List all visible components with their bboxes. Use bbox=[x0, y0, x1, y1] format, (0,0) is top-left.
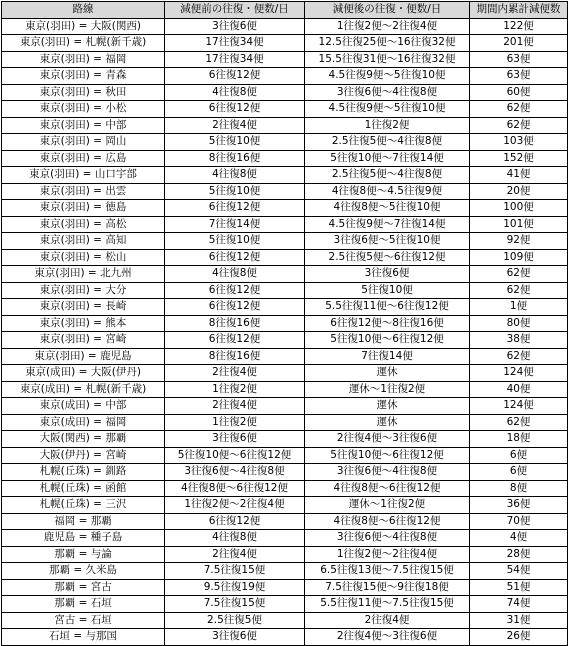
total-reduced-cell: 20便 bbox=[470, 183, 568, 200]
total-reduced-cell: 92便 bbox=[470, 233, 568, 250]
before-cell: 8往復16便 bbox=[165, 150, 305, 167]
after-cell: 3往復6便～4往復8便 bbox=[305, 84, 470, 101]
route-cell: 東京(羽田) = 岡山 bbox=[2, 134, 165, 151]
before-cell: 8往復16便 bbox=[165, 348, 305, 365]
table-row bbox=[2, 282, 568, 299]
before-cell: 3往復6便 bbox=[165, 431, 305, 448]
total-reduced-cell: 6便 bbox=[470, 447, 568, 464]
after-cell: 2.5往復5便～6往復12便 bbox=[305, 249, 470, 266]
table-row bbox=[2, 200, 568, 217]
after-cell: 運休 bbox=[305, 398, 470, 415]
before-cell: 3往復6便 bbox=[165, 629, 305, 646]
total-reduced-cell: 62便 bbox=[470, 348, 568, 365]
after-cell: 3往復6便～4往復8便 bbox=[305, 464, 470, 481]
before-cell: 1往復2便～2往復4便 bbox=[165, 497, 305, 514]
table-row bbox=[2, 398, 568, 415]
total-reduced-cell: 101便 bbox=[470, 216, 568, 233]
before-cell: 3往復6便～4往復8便 bbox=[165, 464, 305, 481]
before-cell: 17往復34便 bbox=[165, 51, 305, 68]
table-row bbox=[2, 629, 568, 646]
after-cell: 4.5往復9便～7往復14便 bbox=[305, 216, 470, 233]
total-reduced-cell: 124便 bbox=[470, 398, 568, 415]
after-cell: 12.5往復25便～16往復32便 bbox=[305, 35, 470, 52]
total-reduced-cell: 70便 bbox=[470, 513, 568, 530]
table-row bbox=[2, 579, 568, 596]
after-cell: 4往復8便～5往復10便 bbox=[305, 200, 470, 217]
table-row bbox=[2, 332, 568, 349]
after-cell: 5往復10便 bbox=[305, 282, 470, 299]
before-cell: 6往復12便 bbox=[165, 68, 305, 85]
after-cell: 運休 bbox=[305, 365, 470, 382]
table-row bbox=[2, 216, 568, 233]
route-reduction-table-container bbox=[1, 1, 567, 646]
route-cell: 東京(成田) = 福岡 bbox=[2, 414, 165, 431]
table-row bbox=[2, 596, 568, 613]
total-reduced-cell: 122便 bbox=[470, 18, 568, 35]
after-cell: 5往復10便～7往復14便 bbox=[305, 150, 470, 167]
route-cell: 東京(羽田) = 宮崎 bbox=[2, 332, 165, 349]
table-row bbox=[2, 381, 568, 398]
route-cell: 東京(羽田) = 青森 bbox=[2, 68, 165, 85]
table-row bbox=[2, 299, 568, 316]
before-cell: 1往復2便 bbox=[165, 381, 305, 398]
table-row bbox=[2, 480, 568, 497]
route-cell: 那覇 = 宮古 bbox=[2, 579, 165, 596]
total-reduced-cell: 100便 bbox=[470, 200, 568, 217]
after-cell: 7.5往復15便～9往復18便 bbox=[305, 579, 470, 596]
total-reduced-cell: 1便 bbox=[470, 299, 568, 316]
total-reduced-cell: 62便 bbox=[470, 282, 568, 299]
after-cell: 運休～1往復2便 bbox=[305, 497, 470, 514]
table-row bbox=[2, 84, 568, 101]
header-before: 減便前の往復・便数/日 bbox=[165, 2, 305, 19]
route-cell: 東京(羽田) = 熊本 bbox=[2, 315, 165, 332]
after-cell: 5.5往復11便～6往復12便 bbox=[305, 299, 470, 316]
route-cell: 東京(羽田) = 秋田 bbox=[2, 84, 165, 101]
route-cell: 東京(羽田) = 北九州 bbox=[2, 266, 165, 283]
table-row bbox=[2, 447, 568, 464]
table-row bbox=[2, 365, 568, 382]
total-reduced-cell: 54便 bbox=[470, 563, 568, 580]
total-reduced-cell: 40便 bbox=[470, 381, 568, 398]
route-cell: 東京(羽田) = 福岡 bbox=[2, 51, 165, 68]
total-reduced-cell: 36便 bbox=[470, 497, 568, 514]
before-cell: 6往復12便 bbox=[165, 299, 305, 316]
route-cell: 札幌(丘珠) = 函館 bbox=[2, 480, 165, 497]
after-cell: 1往復2便～2往復4便 bbox=[305, 546, 470, 563]
total-reduced-cell: 60便 bbox=[470, 84, 568, 101]
table-row bbox=[2, 183, 568, 200]
route-cell: 宮古 = 石垣 bbox=[2, 612, 165, 629]
before-cell: 7往復14便 bbox=[165, 216, 305, 233]
after-cell: 3往復6便 bbox=[305, 266, 470, 283]
total-reduced-cell: 4便 bbox=[470, 530, 568, 547]
total-reduced-cell: 80便 bbox=[470, 315, 568, 332]
table-row bbox=[2, 117, 568, 134]
route-cell: 東京(羽田) = 松山 bbox=[2, 249, 165, 266]
after-cell: 2往復4便～3往復6便 bbox=[305, 629, 470, 646]
before-cell: 4往復8便 bbox=[165, 84, 305, 101]
total-reduced-cell: 74便 bbox=[470, 596, 568, 613]
after-cell: 7往復14便 bbox=[305, 348, 470, 365]
after-cell: 2往復4便～3往復6便 bbox=[305, 431, 470, 448]
table-row bbox=[2, 233, 568, 250]
after-cell: 運休～1往復2便 bbox=[305, 381, 470, 398]
after-cell: 3往復6便～5往復10便 bbox=[305, 233, 470, 250]
header-route: 路線 bbox=[2, 2, 165, 19]
table-row bbox=[2, 530, 568, 547]
after-cell: 2.5往復5便～4往復8便 bbox=[305, 134, 470, 151]
route-cell: 那覇 = 石垣 bbox=[2, 596, 165, 613]
route-cell: 大阪(伊丹) = 宮崎 bbox=[2, 447, 165, 464]
route-cell: 東京(羽田) = 高知 bbox=[2, 233, 165, 250]
total-reduced-cell: 62便 bbox=[470, 101, 568, 118]
after-cell: 5往復10便～6往復12便 bbox=[305, 332, 470, 349]
table-row bbox=[2, 612, 568, 629]
after-cell: 運休 bbox=[305, 414, 470, 431]
table-row bbox=[2, 150, 568, 167]
route-cell: 東京(羽田) = 鹿児島 bbox=[2, 348, 165, 365]
before-cell: 5往復10便 bbox=[165, 134, 305, 151]
after-cell: 15.5往復31便～16往復32便 bbox=[305, 51, 470, 68]
total-reduced-cell: 103便 bbox=[470, 134, 568, 151]
total-reduced-cell: 63便 bbox=[470, 51, 568, 68]
before-cell: 2往復4便 bbox=[165, 398, 305, 415]
table-row bbox=[2, 35, 568, 52]
total-reduced-cell: 41便 bbox=[470, 167, 568, 184]
route-cell: 東京(羽田) = 中部 bbox=[2, 117, 165, 134]
before-cell: 2往復4便 bbox=[165, 117, 305, 134]
header-after: 減便後の往復・便数/日 bbox=[305, 2, 470, 19]
route-cell: 東京(羽田) = 徳島 bbox=[2, 200, 165, 217]
route-cell: 東京(羽田) = 出雲 bbox=[2, 183, 165, 200]
table-row bbox=[2, 348, 568, 365]
total-reduced-cell: 6便 bbox=[470, 464, 568, 481]
before-cell: 4往復8便～6往復12便 bbox=[165, 480, 305, 497]
route-cell: 那覇 = 与論 bbox=[2, 546, 165, 563]
total-reduced-cell: 124便 bbox=[470, 365, 568, 382]
total-reduced-cell: 62便 bbox=[470, 117, 568, 134]
table-row bbox=[2, 249, 568, 266]
before-cell: 5往復10便 bbox=[165, 183, 305, 200]
route-cell: 鹿児島 = 種子島 bbox=[2, 530, 165, 547]
table-row bbox=[2, 546, 568, 563]
table-row bbox=[2, 513, 568, 530]
after-cell: 5.5往復11便～7.5往復15便 bbox=[305, 596, 470, 613]
before-cell: 5往復10便 bbox=[165, 233, 305, 250]
before-cell: 6往復12便 bbox=[165, 200, 305, 217]
after-cell: 6往復12便～8往復16便 bbox=[305, 315, 470, 332]
route-cell: 東京(成田) = 大阪(伊丹) bbox=[2, 365, 165, 382]
table-row bbox=[2, 431, 568, 448]
total-reduced-cell: 62便 bbox=[470, 266, 568, 283]
header-total-reduced: 期間内累計減便数 bbox=[470, 2, 568, 19]
total-reduced-cell: 18便 bbox=[470, 431, 568, 448]
before-cell: 6往復12便 bbox=[165, 513, 305, 530]
route-cell: 札幌(丘珠) = 釧路 bbox=[2, 464, 165, 481]
before-cell: 17往復34便 bbox=[165, 35, 305, 52]
table-row bbox=[2, 414, 568, 431]
total-reduced-cell: 28便 bbox=[470, 546, 568, 563]
route-cell: 福岡 = 那覇 bbox=[2, 513, 165, 530]
before-cell: 7.5往復15便 bbox=[165, 563, 305, 580]
before-cell: 6往復12便 bbox=[165, 282, 305, 299]
route-cell: 東京(羽田) = 山口宇部 bbox=[2, 167, 165, 184]
total-reduced-cell: 51便 bbox=[470, 579, 568, 596]
before-cell: 2往復4便 bbox=[165, 546, 305, 563]
table-row bbox=[2, 51, 568, 68]
after-cell: 1往復2便 bbox=[305, 117, 470, 134]
route-cell: 那覇 = 久米島 bbox=[2, 563, 165, 580]
table-row bbox=[2, 18, 568, 35]
total-reduced-cell: 62便 bbox=[470, 414, 568, 431]
before-cell: 9.5往復19便 bbox=[165, 579, 305, 596]
after-cell: 4往復8便～4.5往復9便 bbox=[305, 183, 470, 200]
after-cell: 4.5往復9便～5往復10便 bbox=[305, 68, 470, 85]
table-row bbox=[2, 167, 568, 184]
route-cell: 東京(羽田) = 高松 bbox=[2, 216, 165, 233]
before-cell: 2往復4便 bbox=[165, 365, 305, 382]
before-cell: 7.5往復15便 bbox=[165, 596, 305, 613]
after-cell: 4往復8便～6往復12便 bbox=[305, 480, 470, 497]
after-cell: 2往復4便 bbox=[305, 612, 470, 629]
after-cell: 4.5往復9便～5往復10便 bbox=[305, 101, 470, 118]
route-cell: 石垣 = 与那国 bbox=[2, 629, 165, 646]
before-cell: 1往復2便 bbox=[165, 414, 305, 431]
route-reduction-table bbox=[1, 1, 568, 646]
table-row bbox=[2, 101, 568, 118]
before-cell: 6往復12便 bbox=[165, 249, 305, 266]
after-cell: 5往復10便～6往復12便 bbox=[305, 447, 470, 464]
after-cell: 1往復2便～2往復4便 bbox=[305, 18, 470, 35]
table-header-row bbox=[2, 2, 568, 19]
after-cell: 3往復6便～4往復8便 bbox=[305, 530, 470, 547]
route-cell: 大阪(関西) = 那覇 bbox=[2, 431, 165, 448]
before-cell: 3往復6便 bbox=[165, 18, 305, 35]
route-cell: 東京(羽田) = 札幌(新千歳) bbox=[2, 35, 165, 52]
route-cell: 東京(羽田) = 大分 bbox=[2, 282, 165, 299]
table-body bbox=[2, 18, 568, 645]
table-row bbox=[2, 68, 568, 85]
table-row bbox=[2, 266, 568, 283]
total-reduced-cell: 152便 bbox=[470, 150, 568, 167]
before-cell: 4往復8便 bbox=[165, 266, 305, 283]
route-cell: 東京(羽田) = 小松 bbox=[2, 101, 165, 118]
total-reduced-cell: 63便 bbox=[470, 68, 568, 85]
after-cell: 4往復8便～6往復12便 bbox=[305, 513, 470, 530]
after-cell: 2.5往復5便～4往復8便 bbox=[305, 167, 470, 184]
table-row bbox=[2, 464, 568, 481]
route-cell: 東京(成田) = 札幌(新千歳) bbox=[2, 381, 165, 398]
total-reduced-cell: 109便 bbox=[470, 249, 568, 266]
table-row bbox=[2, 315, 568, 332]
total-reduced-cell: 201便 bbox=[470, 35, 568, 52]
total-reduced-cell: 26便 bbox=[470, 629, 568, 646]
table-row bbox=[2, 497, 568, 514]
total-reduced-cell: 31便 bbox=[470, 612, 568, 629]
after-cell: 6.5往復13便～7.5往復15便 bbox=[305, 563, 470, 580]
route-cell: 東京(羽田) = 大阪(関西) bbox=[2, 18, 165, 35]
before-cell: 6往復12便 bbox=[165, 332, 305, 349]
table-row bbox=[2, 134, 568, 151]
total-reduced-cell: 8便 bbox=[470, 480, 568, 497]
total-reduced-cell: 38便 bbox=[470, 332, 568, 349]
before-cell: 6往復12便 bbox=[165, 101, 305, 118]
before-cell: 5往復10便～6往復12便 bbox=[165, 447, 305, 464]
route-cell: 東京(羽田) = 広島 bbox=[2, 150, 165, 167]
route-cell: 東京(羽田) = 長崎 bbox=[2, 299, 165, 316]
before-cell: 2.5往復5便 bbox=[165, 612, 305, 629]
before-cell: 8往復16便 bbox=[165, 315, 305, 332]
route-cell: 札幌(丘珠) = 三沢 bbox=[2, 497, 165, 514]
before-cell: 4往復8便 bbox=[165, 167, 305, 184]
route-cell: 東京(成田) = 中部 bbox=[2, 398, 165, 415]
table-row bbox=[2, 563, 568, 580]
before-cell: 4往復8便 bbox=[165, 530, 305, 547]
